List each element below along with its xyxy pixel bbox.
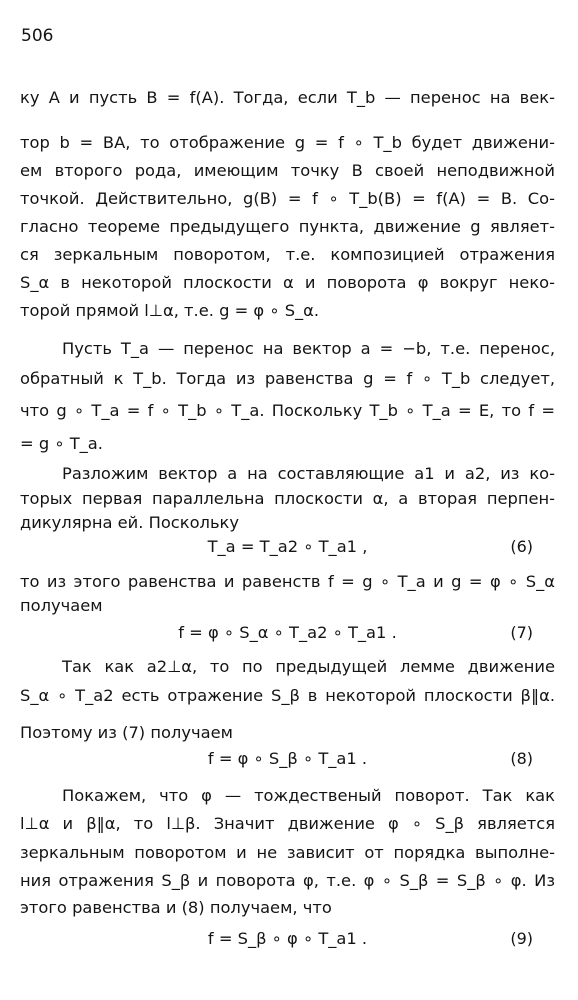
text-line-20: Поэтому из (7) получаем <box>20 723 233 742</box>
text-line-2: тор b = BA, то отображение g = f ∘ T_b будет движени- <box>20 133 555 152</box>
text-line-8: торой прямой l⊥α, т.е. g = φ ∘ S_α. <box>20 301 320 320</box>
text-line-7: S_α в некоторой плоскости α и поворота φ вокруг неко- <box>20 273 555 292</box>
text-line-9: Пусть T_a — перенос на вектор a = −b, т.е. перенос, <box>62 339 555 358</box>
equation-7-number: (7) <box>510 623 533 642</box>
text-line-17: получаем <box>20 596 103 615</box>
text-line-1: ку A и пусть B = f(A). Тогда, если T_b — перенос на век- <box>20 88 555 107</box>
text-line-22: l⊥α и β‖α, то l⊥β. Значит движение φ ∘ S_β является <box>20 814 555 833</box>
equation-6-number: (6) <box>510 537 533 556</box>
equation-7-body: f = φ ∘ S_α ∘ T_a2 ∘ T_a1 . <box>178 623 397 642</box>
equation-9 <box>20 928 555 950</box>
text-line-21: Покажем, что φ — тождественый поворот. Так как <box>62 786 555 805</box>
text-line-14: торых первая параллельна плоскости α, а вторая перпен- <box>20 489 555 508</box>
text-line-3: ем второго рода, имеющим точку B своей неподвижной <box>20 161 555 180</box>
text-line-16: то из этого равенства и равенств f = g ∘ T_a и g = φ ∘ S_α <box>20 572 555 591</box>
equation-8 <box>20 748 555 770</box>
equation-8-body: f = φ ∘ S_β ∘ T_a1 . <box>207 749 368 768</box>
equation-6-body: T_a = T_a2 ∘ T_a1 , <box>207 537 368 556</box>
equation-6 <box>20 536 555 558</box>
text-line-23: зеркальным поворотом и не зависит от порядка выполне- <box>20 843 555 862</box>
text-line-15: дикулярна ей. Поскольку <box>20 513 240 532</box>
page-number: 506 <box>21 26 54 46</box>
text-line-25: этого равенства и (8) получаем, что <box>20 898 332 917</box>
text-line-12: = g ∘ T_a. <box>20 434 103 453</box>
equation-7 <box>20 622 555 644</box>
text-line-18: Так как a2⊥α, то по предыдущей лемме движение <box>62 657 555 676</box>
equation-9-body: f = S_β ∘ φ ∘ T_a1 . <box>207 929 368 948</box>
text-line-10: обратный к T_b. Тогда из равенства g = f ∘ T_b следует, <box>20 369 555 388</box>
text-line-4: точкой. Действительно, g(B) = f ∘ T_b(B) = f(A) = B. Со- <box>20 189 555 208</box>
text-line-24: ния отражения S_β и поворота φ, т.е. φ ∘ S_β = S_β ∘ φ. Из <box>20 871 555 890</box>
equation-8-number: (8) <box>510 749 533 768</box>
text-line-13: Разложим вектор a на составляющие a1 и a2, из ко- <box>62 464 555 483</box>
equation-9-number: (9) <box>510 929 533 948</box>
text-line-5: гласно теореме предыдущего пункта, движение g являет- <box>20 217 555 236</box>
text-line-11: что g ∘ T_a = f ∘ T_b ∘ T_a. Поскольку T_b ∘ T_a = E, то f = <box>20 401 555 420</box>
text-line-19: S_α ∘ T_a2 есть отражение S_β в некоторой плоскости β‖α. <box>20 686 555 705</box>
text-line-6: ся зеркальным поворотом, т.е. композицией отражения <box>20 245 555 264</box>
